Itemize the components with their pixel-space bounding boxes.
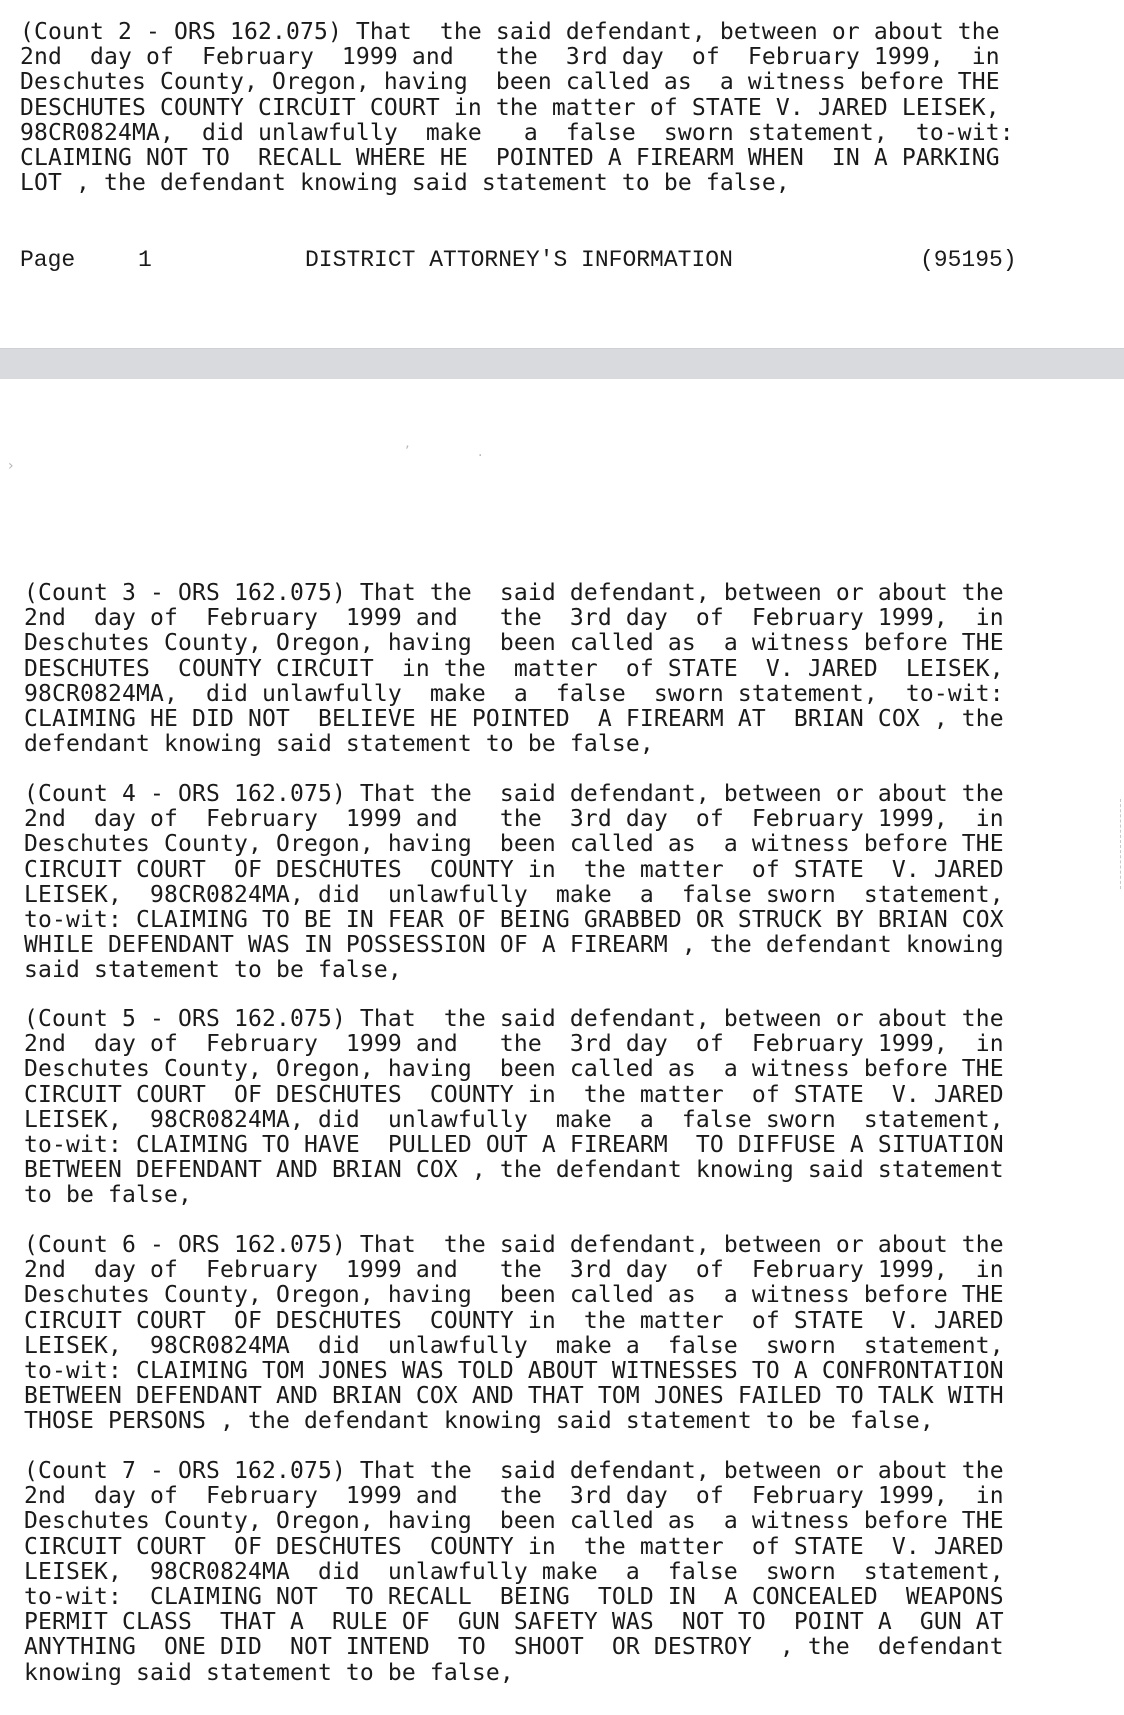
scan-mark: ·	[478, 448, 483, 464]
page-edge-mark	[1120, 799, 1124, 889]
footer-document-code: (95195)	[920, 247, 1017, 273]
footer-page-number: 1	[138, 247, 152, 273]
count-6-paragraph: (Count 6 - ORS 162.075) That the said defendant, between or about the 2nd day of February 1999 and the 3rd day of February 1999, in Deschutes County, Oregon, having been called as a witness before THE CIRCUIT COURT OF DESCHUTES COUNTY in the matter of STATE V. JARED LEISEK, 98CR0824MA did unlawfully make a false sworn statement, to-wit: CLAIMING TOM JONES WAS TOLD ABOUT WITNESSES TO A CONFRONTATION BETWEEN DEFENDANT AND BRIAN COX AND THAT TOM JONES FAILED TO TALK WITH THOSE PERSONS , the defendant knowing said statement to be false,	[24, 1232, 1004, 1435]
scan-mark: ›	[8, 458, 14, 474]
count-4-paragraph: (Count 4 - ORS 162.075) That the said defendant, between or about the 2nd day of February 1999 and the 3rd day of February 1999, in Deschutes County, Oregon, having been called as a witness before THE CIRCUIT COURT OF DESCHUTES COUNTY in the matter of STATE V. JARED LEISEK, 98CR0824MA, did unlawfully make a false sworn statement, to-wit: CLAIMING TO BE IN FEAR OF BEING GRABBED OR STRUCK BY BRIAN COX WHILE DEFENDANT WAS IN POSSESSION OF A FIREARM , the defendant knowing said statement to be false,	[24, 781, 1004, 984]
document-page-1	[0, 0, 1124, 348]
count-5-paragraph: (Count 5 - ORS 162.075) That the said defendant, between or about the 2nd day of February 1999 and the 3rd day of February 1999, in Deschutes County, Oregon, having been called as a witness before THE CIRCUIT COURT OF DESCHUTES COUNTY in the matter of STATE V. JARED LEISEK, 98CR0824MA, did unlawfully make a false sworn statement, to-wit: CLAIMING TO HAVE PULLED OUT A FIREARM TO DIFFUSE A SITUATION BETWEEN DEFENDANT AND BRIAN COX , the defendant knowing said statement to be false,	[24, 1006, 1004, 1209]
count-7-paragraph: (Count 7 - ORS 162.075) That the said defendant, between or about the 2nd day of February 1999 and the 3rd day of February 1999, in Deschutes County, Oregon, having been called as a witness before THE CIRCUIT COURT OF DESCHUTES COUNTY in the matter of STATE V. JARED LEISEK, 98CR0824MA did unlawfully make a false sworn statement, to-wit: CLAIMING NOT TO RECALL BEING TOLD IN A CONCEALED WEAPONS PERMIT CLASS THAT A RULE OF GUN SAFETY WAS NOT TO POINT A GUN AT ANYTHING ONE DID NOT INTEND TO SHOOT OR DESTROY , the defendant knowing said statement to be false,	[24, 1458, 1004, 1686]
count-3-paragraph: (Count 3 - ORS 162.075) That the said defendant, between or about the 2nd day of February 1999 and the 3rd day of February 1999, in Deschutes County, Oregon, having been called as a witness before THE DESCHUTES COUNTY CIRCUIT in the matter of STATE V. JARED LEISEK, 98CR0824MA, did unlawfully make a false sworn statement, to-wit: CLAIMING HE DID NOT BELIEVE HE POINTED A FIREARM AT BRIAN COX , the defendant knowing said statement to be false,	[24, 580, 1004, 758]
scan-mark: ’	[405, 444, 410, 460]
count-2-paragraph: (Count 2 - ORS 162.075) That the said defendant, between or about the 2nd day of February 1999 and the 3rd day of February 1999, in Deschutes County, Oregon, having been called as a witness before THE DESCHUTES COUNTY CIRCUIT COURT in the matter of STATE V. JARED LEISEK, 98CR0824MA, did unlawfully make a false sworn statement, to-wit: CLAIMING NOT TO RECALL WHERE HE POINTED A FIREARM WHEN IN A PARKING LOT , the defendant knowing said statement to be false,	[20, 19, 1014, 197]
page-separator	[0, 348, 1124, 380]
footer-document-title: DISTRICT ATTORNEY'S INFORMATION	[305, 247, 733, 273]
footer-page-label: Page	[20, 247, 76, 273]
page-footer	[20, 248, 1020, 278]
